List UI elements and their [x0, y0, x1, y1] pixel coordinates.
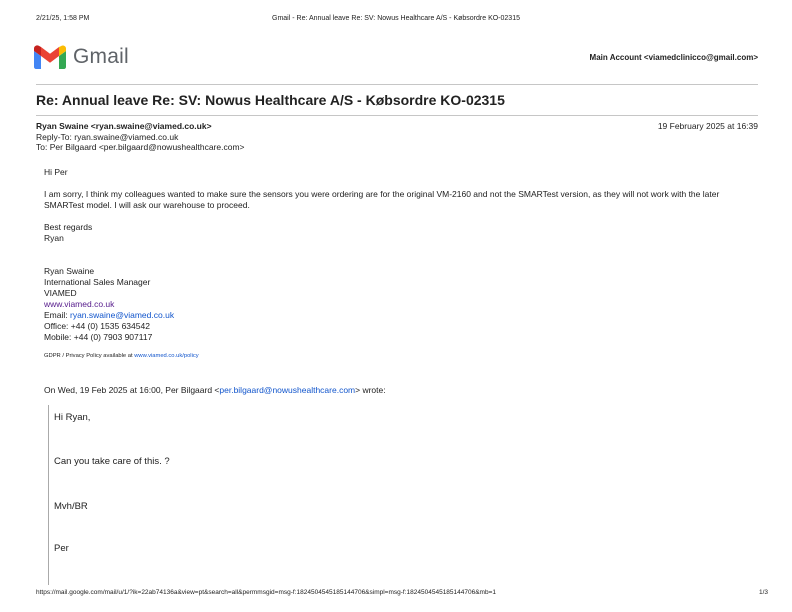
mobile-phone: Mobile: +44 (0) 7903 907117: [44, 332, 153, 342]
gmail-m-logo-icon: [34, 45, 66, 69]
email-date: 19 February 2025 at 16:39: [657, 121, 758, 131]
website-link[interactable]: www.viamed.co.uk: [44, 299, 115, 309]
closing: Best regards: [44, 222, 93, 232]
quoted-line-1: Can you take care of this. ?: [54, 456, 170, 467]
signature-company: VIAMED: [44, 288, 77, 298]
email-label: Email:: [44, 310, 68, 320]
policy-link[interactable]: www.viamed.co.uk/policy: [134, 353, 199, 359]
gdpr-notice: [44, 351, 752, 362]
gdpr-label: GDPR / Privacy Policy available at: [44, 353, 133, 359]
quoted-line-2: Mvh/BR: [54, 501, 88, 512]
email-subject: Re: Annual leave Re: SV: Nowus Healthcare A/S - Købsordre KO-02315: [36, 92, 505, 108]
account-label: Main Account <viamedclinicco@gmail.com>: [589, 53, 758, 62]
subject-divider: [36, 115, 758, 116]
quote-intro: [44, 385, 752, 396]
gmail-logo[interactable]: [34, 45, 129, 69]
quote-intro-suffix: > wrote:: [355, 385, 386, 395]
reply-to: Reply-To: ryan.swaine@viamed.co.uk: [36, 131, 179, 142]
office-phone: Office: +44 (0) 1535 634542: [44, 321, 150, 331]
page-number: 1/3: [758, 589, 768, 596]
print-datetime: 2/21/25, 1:58 PM: [36, 15, 90, 22]
recipient: To: Per Bilgaard <per.bilgaard@nowushealthcare.com>: [36, 142, 245, 152]
email-meta: [36, 121, 758, 153]
quote-sender-link[interactable]: per.bilgaard@nowushealthcare.com: [219, 385, 356, 395]
print-url: https://mail.google.com/mail/u/1/?ik=22ab74136a&view=pt&search=all&permmsgid=msg-f:1824504545185144706&simpl=msg-f:1824504545185144706&mb=1: [36, 589, 496, 596]
signature-name: Ryan Swaine: [44, 266, 95, 276]
gmail-wordmark: Gmail: [73, 45, 129, 68]
message-paragraph: I am sorry, I think my colleagues wanted to make sure the sensors you were ordering are for the original VM-2160 and not the SMARTest version, as they will not work with the later SMARTest model. I will ask our warehouse to proceed.: [44, 189, 720, 210]
signature-block: [44, 266, 752, 362]
print-title: Gmail - Re: Annual leave Re: SV: Nowus Healthcare A/S - Købsordre KO-02315: [272, 15, 520, 22]
greeting: Hi Per: [44, 167, 68, 177]
sender: Ryan Swaine <ryan.swaine@viamed.co.uk>: [36, 121, 212, 131]
quote-intro-prefix: On Wed, 19 Feb 2025 at 16:00, Per Bilgaard <: [44, 385, 220, 395]
quoted-greeting: Hi Ryan,: [54, 412, 91, 423]
quoted-line-3: Per: [54, 543, 69, 554]
header-divider: [36, 84, 758, 85]
signature-title: International Sales Manager: [44, 277, 151, 287]
sign-name: Ryan: [44, 233, 64, 243]
signature-email-link[interactable]: ryan.swaine@viamed.co.uk: [70, 310, 175, 320]
email-body: [44, 167, 752, 396]
quote-bar: [48, 405, 49, 585]
